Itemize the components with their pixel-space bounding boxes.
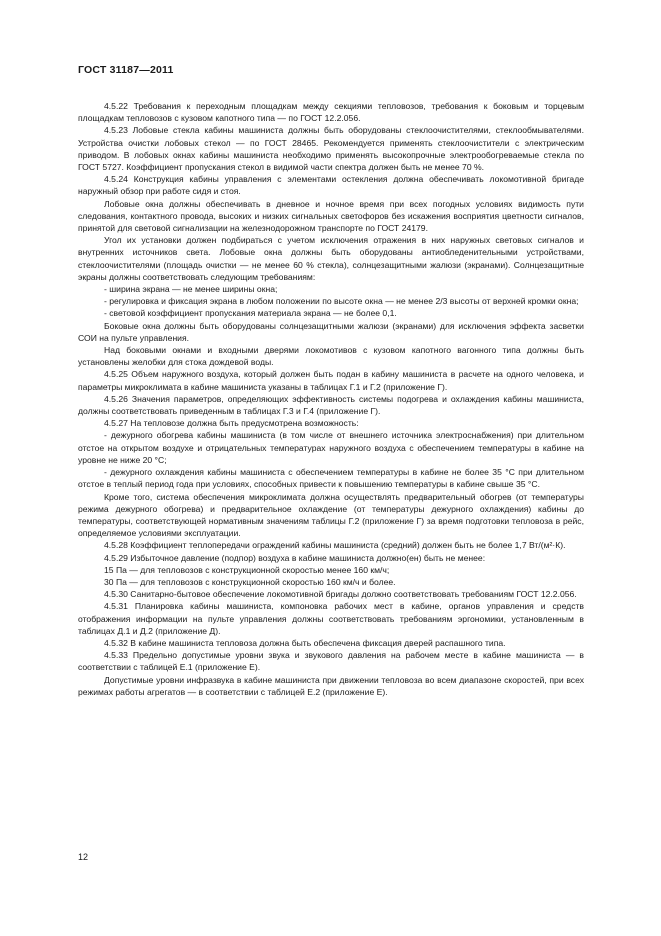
- paragraph: 4.5.22 Требования к переходным площадкам между секциями тепловозов, требования к боковым и торцевым площадкам тепловозов с кузовом капотного типа — по ГОСТ 12.2.056.: [78, 101, 584, 124]
- paragraph: 4.5.29 Избыточное давление (подпор) воздуха в кабине машиниста должно(ен) быть не менее:: [104, 552, 486, 563]
- paragraph: 15 Па — для тепловозов с конструкционной скоростью менее 160 км/ч;: [104, 564, 390, 575]
- list-item: - регулировка и фиксация экрана в любом положении по высоте окна — не менее 2/3 высоты от верхней кромки окна;: [104, 296, 579, 307]
- paragraph: Лобовые окна должны обеспечивать в дневное и ночное время при всех погодных условиях видимость пути следования, контактного провода, высоких и низких сигнальных светофоров без искажения восприятия цветности сигналов, принятой для световой сигнализации на железнодорожном транспорте по ГОСТ 24179.: [78, 198, 584, 234]
- paragraph: 4.5.23 Лобовые стекла кабины машиниста должны быть оборудованы стеклоочистителями, стеклообмывателями. Устройства очистки лобовых стекол — по ГОСТ 28465. Рекомендуется применять стеклоочистители с электрическим приводом. В лобовых окнах кабины машиниста необходимо применять высокопрочные электрообогреваемые стекла по ГОСТ 5727. Коэффициент пропускания стекол в видимой части спектра должен быть не менее 70 %.: [78, 125, 584, 173]
- paragraph: 4.5.28 Коэффициент теплопередачи ограждений кабины машиниста (средний) должен быть не более 1,7 Вт/(м²·К).: [104, 540, 566, 551]
- paragraph: 4.5.33 Предельно допустимые уровни звука и звукового давления на рабочем месте в кабине машиниста — в соответствии с таблицей Е.1 (приложение Е).: [78, 650, 584, 673]
- document-body: [78, 100, 584, 698]
- paragraph: 4.5.26 Значения параметров, определяющих эффективность системы подогрева и охлаждения кабины машиниста, должны соответствовать приведенным в таблицах Г.3 и Г.4 (приложение Г).: [78, 393, 584, 417]
- list-item: - дежурного обогрева кабины машиниста (в том числе от внешнего источника электроснабжения) при длительном отстое на открытом воздухе и отрицательных температурах наружного воздуха с обеспечением температуры в кабине на уровне не ниже 20 °С;: [78, 430, 584, 465]
- paragraph: 30 Па — для тепловозов с конструкционной скоростью 160 км/ч и более.: [104, 576, 396, 587]
- paragraph: 4.5.32 В кабине машиниста тепловоза должна быть обеспечена фиксация дверей распашного типа.: [104, 637, 506, 648]
- paragraph: Кроме того, система обеспечения микроклимата должна осуществлять предварительный обогрев (от температуры режима дежурного обогрева) и предварительное охлаждение (от температуры дежурного охлаждения) кабины до температуры, соответствующей нормативным значениям таблицы Г.2 (приложение Г) за время подготовки тепловоза в рейс, определяемое условиями эксплуатации.: [78, 491, 584, 539]
- document-header: ГОСТ 31187—2011: [78, 64, 174, 76]
- list-item: - дежурного охлаждения кабины машиниста с обеспечением температуры в кабине не более 35 °С при длительном отстое в теплый период года при условиях, способных привести к повышению температуры в кабине свыше 35 °С.: [78, 467, 584, 490]
- paragraph: 4.5.24 Конструкция кабины управления с элементами остекления должна обеспечивать локомотивной бригаде наружный обзор при работе сидя и стоя.: [78, 174, 584, 197]
- page-number: 12: [78, 852, 89, 862]
- paragraph: 4.5.30 Санитарно-бытовое обеспечение локомотивной бригады должно соответствовать требованиям ГОСТ 12.2.056.: [104, 589, 577, 600]
- paragraph: 4.5.25 Объем наружного воздуха, который должен быть подан в кабину машиниста в расчете на одного человека, и параметры микроклимата в кабине машиниста указаны в таблицах Г.1 и Г.2 (приложение Г).: [78, 369, 584, 392]
- paragraph: Угол их установки должен подбираться с учетом исключения отражения в них наружных световых сигналов и внутренних источников света. Лобовые окна должны быть оборудованы антиобледенительными устройствами, стеклоочистителями (площадь очистки — не менее 60 % стекла), солнцезащитными жалюзи (экранами). Солнцезащитные экраны должны соответствовать следующим требованиям:: [78, 235, 584, 282]
- paragraph: 4.5.31 Планировка кабины машиниста, компоновка рабочих мест в кабине, органов управления и средств отображения информации на пульте управления должны соответствовать требованиям эргономики, установленным в таблицах Д.1 и Д.2 (приложение Д).: [78, 601, 584, 636]
- list-item: - световой коэффициент пропускания материала экрана — не более 0,1.: [104, 308, 397, 319]
- paragraph: Боковые окна должны быть оборудованы солнцезащитными жалюзи (экранами) для исключения эффекта засветки СОИ на пульте управления.: [78, 320, 584, 343]
- paragraph: 4.5.27 На тепловозе должна быть предусмотрена возможность:: [104, 418, 359, 429]
- paragraph: Допустимые уровни инфразвука в кабине машиниста при движении тепловоза во всем диапазоне скоростей, при всех режимах работы агрегатов — в соответствии с таблицей Е.2 (приложение Е).: [78, 674, 584, 697]
- paragraph: Над боковыми окнами и входными дверями локомотивов с кузовом капотного вагонного типа должны быть установлены желобки для стока дождевой воды.: [78, 345, 584, 368]
- list-item: - ширина экрана — не менее ширины окна;: [104, 284, 278, 295]
